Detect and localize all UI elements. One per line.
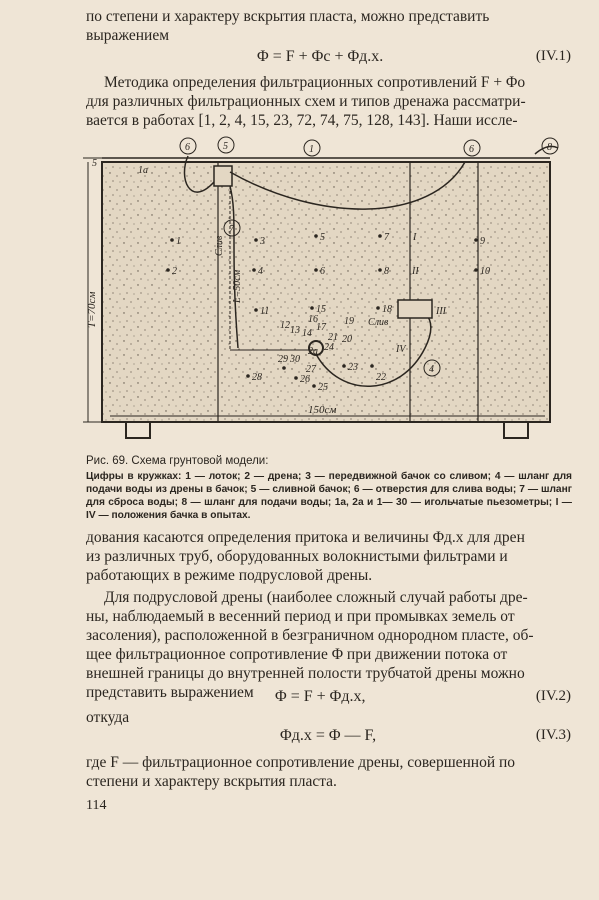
page-number: 114: [86, 798, 107, 813]
piezometer-label: 1: [176, 236, 181, 247]
piezometer-label: 23: [348, 362, 358, 373]
text-line: работающих в режиме подрусловой дрены.: [86, 567, 373, 584]
piezometer-label: 3: [260, 236, 265, 247]
circled-label: [464, 140, 480, 156]
circled-label: 4: [429, 364, 434, 375]
movable-tank: [398, 300, 432, 318]
dimension-label: 150см: [308, 404, 337, 416]
position-label: I: [413, 232, 417, 243]
piezometer-label: 7: [384, 232, 389, 243]
text-line: откуда: [86, 709, 130, 726]
text-line: из различных труб, оборудованных волокнистыми фильтрами и: [86, 548, 508, 565]
piezometer-label: 24: [324, 342, 334, 353]
piezometer-label: 22: [376, 372, 386, 383]
piezometer-label: 4: [258, 266, 263, 277]
piezometer-label: 21: [328, 332, 338, 343]
figure-caption-body: Цифры в кружках: 1 — лоток; 2 — дрена; 3 — передвижной бачок со сливом; 4 — шланг для подачи воды из дрены в бачок; 5 — сливной бачок; 6 — отверстия для слива воды; 7 — шланг для сброса воды; 8 — шланг для подачи воды; 1а, 2а и 1— 30 — игольчатые пьезометры; I — IV — положения бачка в опытах.: [86, 471, 572, 521]
text-line: вается в работах [1, 2, 4, 15, 23, 72, 74, 75, 128, 143]. Наши иссле-: [86, 112, 518, 129]
position-label: II: [412, 266, 419, 277]
text-line: ны, наблюдаемый в весенний период и при промывках земель от: [86, 608, 515, 625]
text-line: засоления), расположенной в безграничном однородном пласте, об-: [86, 627, 534, 644]
soil-model-figure: [80, 128, 580, 450]
equation-formula: Φд.х = Φ — F,: [280, 727, 377, 744]
text-line: для различных фильтрационных схем и типов дренажа рассматри-: [86, 93, 526, 110]
piezometer-label: 30: [290, 354, 300, 365]
piezometer-label: 15: [316, 304, 326, 315]
tank-leg: [126, 422, 150, 438]
piezometer-label: 8: [384, 266, 389, 277]
figure-caption-title: Рис. 69. Схема грунтовой модели:: [86, 455, 269, 467]
dimension-label: 5: [92, 158, 97, 169]
piezometer-label: 13: [290, 325, 300, 336]
piezometer-label: 9: [480, 236, 485, 247]
text-line: внешней границы до внутренней полости трубчатой дрены можно: [86, 665, 525, 682]
text-line: дования касаются определения притока и величины Φд.х для дрен: [86, 529, 525, 546]
circled-label: 6: [185, 142, 190, 153]
drain-tank: [214, 166, 232, 186]
text-line: степени и характеру вскрытия пласта.: [86, 773, 337, 790]
drain-label: Слив: [214, 235, 225, 256]
piezometer-label: 2а: [308, 346, 318, 357]
text-line: щее фильтрационное сопротивление Φ при движении потока от: [86, 646, 508, 663]
circled-label: [180, 138, 196, 154]
piezometer-label: 5: [320, 232, 325, 243]
circled-label: 1: [309, 144, 314, 155]
piezometer-label: 17: [316, 322, 326, 333]
drain-label: Слив: [368, 317, 389, 328]
text-line: где F — фильтрационное сопротивление дрены, совершенной по: [86, 754, 516, 771]
dimension-label: T=70см: [86, 291, 98, 328]
equation-number: (IV.3): [535, 727, 571, 743]
piezometer-label: 25: [318, 382, 328, 393]
text-line: выражением: [86, 27, 170, 44]
piezometer-label: 19: [344, 316, 354, 327]
dimension-label: L=50см: [232, 269, 243, 303]
circled-label: 7: [229, 224, 234, 235]
circled-label: 5: [223, 141, 228, 152]
position-label: IV: [396, 344, 406, 355]
circled-label: [304, 140, 320, 156]
piezometer-label: 11: [260, 306, 270, 317]
piezometer-label: 14: [302, 328, 312, 339]
piezometer-label: 2: [172, 266, 177, 277]
position-label: III: [436, 306, 446, 317]
piezometer-label: 26: [300, 374, 310, 385]
piezometer-label: 12: [280, 320, 290, 331]
text-line: по степени и характеру вскрытия пласта, можно представить: [86, 8, 490, 25]
circled-label: [218, 137, 234, 153]
piezometer-label: 29: [278, 354, 288, 365]
equation-number: (IV.1): [535, 48, 571, 64]
circled-label: 6: [469, 144, 474, 155]
piezometer-label: 6: [320, 266, 325, 277]
piezometer-label: 20: [342, 334, 352, 345]
equation-number: (IV.2): [535, 688, 571, 704]
equation-formula: Φ = F + Φд.х,: [275, 688, 366, 705]
piezometer-label: 27: [306, 364, 316, 375]
piezometer-label: 16: [308, 314, 318, 325]
text-line: представить выражением: [86, 684, 254, 701]
tank-leg: [504, 422, 528, 438]
text-line: Для подрусловой дрены (наиболее сложный случай работы дре-: [104, 589, 528, 606]
equation-formula: Φ = F + Φс + Φд.х.: [257, 48, 384, 65]
piezometer-label: 10: [480, 266, 490, 277]
piezometer-label: 28: [252, 372, 262, 383]
piezometer-label: 18: [382, 304, 392, 315]
circled-label: 8: [547, 142, 552, 153]
piezometer-label: 1а: [138, 165, 148, 176]
text-line: Методика определения фильтрационных сопротивлений F + Φо: [104, 74, 526, 91]
circled-label: [542, 138, 558, 154]
